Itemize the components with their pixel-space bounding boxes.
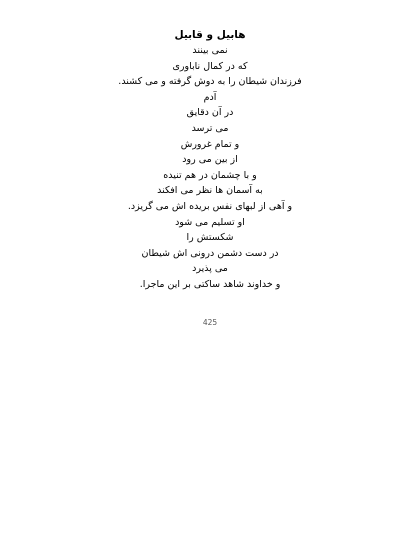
poem-line: در آن دقایق [186, 107, 234, 119]
poem-line: نمی بینند [192, 45, 228, 56]
poem-line: شکستش را [186, 232, 234, 244]
poem-line: و تمام غرورش [180, 138, 240, 150]
poem-line: به آسمان ها نظر می افکند [157, 185, 263, 197]
poem-line: آدم [203, 91, 217, 103]
poem-line: می پذیرد [192, 263, 228, 275]
poem-line: او تسلیم می شود [175, 216, 245, 228]
page-number: 425 [202, 318, 218, 327]
poem-line: و با چشمان در هم تنیده [163, 169, 257, 181]
poem-line: از بین می رود [182, 154, 238, 166]
poem-line: فرزندان شیطان را به دوش گرفته و می کشند. [118, 76, 302, 88]
poem-line: که در کمال ناباوری [172, 60, 248, 72]
poem-line: و خداوند شاهد ساکتی بر این ماجرا. [139, 278, 281, 290]
poem-line: می ترسد [191, 122, 229, 134]
poem-line: و آهی از لبهای نفس بریده اش می گریزد. [127, 200, 293, 212]
poem-line: در دست دشمن درونی اش شیطان [141, 247, 279, 259]
poem-title: هابیل و قابیل [174, 29, 246, 41]
poem [90, 28, 330, 293]
